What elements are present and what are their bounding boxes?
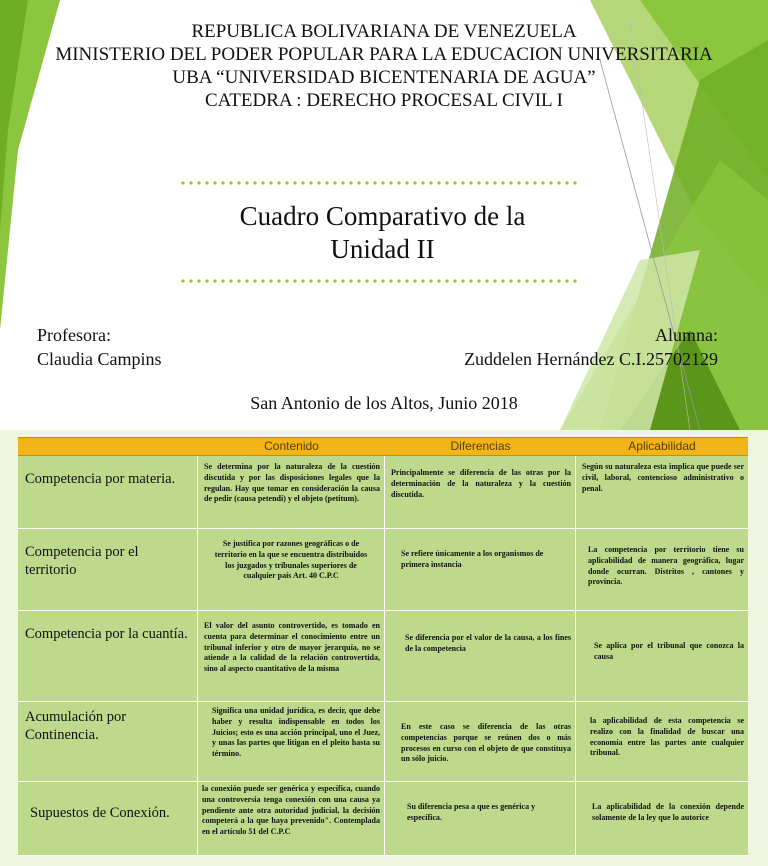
- table-row: [18, 611, 748, 702]
- dotted-divider-top: [179, 181, 579, 185]
- header-line-1: REPUBLICA BOLIVARIANA DE VENEZUELA: [191, 21, 577, 42]
- profesora-block: [37, 323, 162, 371]
- profesora-label: Profesora:: [37, 325, 111, 345]
- dotted-divider-bottom: [179, 279, 579, 283]
- table-row: [18, 782, 748, 856]
- table-row: [18, 529, 748, 611]
- cell-contenido: Significa una unidad jurídica, es decir, que debe haber y resulta indispensable en todos los Juicios; esto es una acción principal, uno el Juez, y unas las partes que litigan en el pleito hasta su término.: [198, 702, 385, 782]
- alumna-name: Zuddelen Hernández C.I.25702129: [464, 349, 718, 369]
- alumna-label: Alumna:: [655, 325, 718, 345]
- row-name: Competencia por materia.: [18, 456, 198, 529]
- cell-aplicabilidad: la aplicabilidad de esta competencia se realizo con la finalidad de buscar una economía entre las partes ante cualquier tribunal.: [576, 702, 748, 782]
- cell-aplicabilidad: La competencia por territorio tiene su aplicabilidad de manera geográfica, lugar donde ocurran. Distritos , cantones y provincia.: [576, 529, 748, 611]
- cell-aplicabilidad: La aplicabilidad de la conexión depende solamente de la ley que lo autorice: [576, 782, 748, 856]
- row-name: Acumulación por Continencia.: [18, 702, 198, 782]
- comparison-table: [18, 437, 748, 856]
- header-cell-diferencias: Diferencias: [450, 439, 511, 453]
- subtitle: [150, 200, 615, 266]
- cell-contenido: Se determina por la naturaleza de la cuestión discutida y por las disposiciones legales que la regulan. Hay que tomar en consideración la causa de pedir (causa petendi) y el objeto (petitum).: [198, 456, 385, 529]
- header-block: [0, 20, 768, 112]
- table-row: [18, 456, 748, 529]
- alumna-block: [464, 323, 718, 371]
- row-name: Competencia por la cuantía.: [18, 611, 198, 702]
- table-header: [18, 437, 748, 456]
- place-date: San Antonio de los Altos, Junio 2018: [250, 393, 518, 413]
- cell-aplicabilidad: Según su naturaleza esta implica que puede ser civil, laboral, contencioso administrativo o penal.: [576, 456, 748, 529]
- cell-diferencias: Se diferencia por el valor de la causa, a los fines de la competencia: [385, 611, 576, 702]
- cell-contenido: la conexión puede ser genérica y específica, cuando una controversia tenga conexión con una causa ya pendiente ante otra autoridad judicial, la decisión competerá a la que haya prevenido". Contemplada en el artículo 51 del C.P.C: [198, 782, 385, 856]
- cell-diferencias: Su diferencia pesa a que es genérica y específica.: [385, 782, 576, 856]
- header-line-2: MINISTERIO DEL PODER POPULAR PARA LA EDUCACION UNIVERSITARIA: [55, 44, 713, 65]
- row-name: Competencia por el territorio: [18, 529, 198, 611]
- profesora-name: Claudia Campins: [37, 349, 162, 369]
- subtitle-line-2: Unidad II: [330, 234, 435, 264]
- table-row: [18, 702, 748, 782]
- subtitle-line-1: Cuadro Comparativo de la: [239, 201, 526, 231]
- header-line-3: UBA “UNIVERSIDAD BICENTENARIA DE AGUA”: [172, 67, 596, 88]
- cell-diferencias: Se refiere únicamente a los organismos de primera instancia: [385, 529, 576, 611]
- header-cell-contenido: Contenido: [264, 439, 319, 453]
- cell-aplicabilidad: Se aplica por el tribunal que conozca la causa: [576, 611, 748, 702]
- cell-contenido: Se justifica por razones geográficas o de territorio en la que se encuentra distribuidos los juzgados y tribunales superiores de cualquier país Art. 40 C.P.C: [198, 529, 385, 611]
- row-name: Supuestos de Conexión.: [18, 782, 198, 856]
- header-cell-blank: [18, 438, 198, 455]
- cell-contenido: El valor del asunto controvertido, es tomado en cuenta para determinar el conocimiento entre un tribunal inferior y otro de mayor jerarquía, no se atiende a la calidad de la relación controvertida, sino al aspecto cuantitativo de la misma: [198, 611, 385, 702]
- header-cell-aplicabilidad: Aplicabilidad: [628, 439, 696, 453]
- cell-diferencias: Principalmente se diferencia de las otras por la determinación de la naturaleza y la cuestión discutida.: [385, 456, 576, 529]
- header-line-4: CATEDRA : DERECHO PROCESAL CIVIL I: [204, 90, 564, 111]
- cell-diferencias: En este caso se diferencia de las otras competencias porque se reúnen dos o más procesos en curso con el objeto de que constituya un sólo juicio.: [385, 702, 576, 782]
